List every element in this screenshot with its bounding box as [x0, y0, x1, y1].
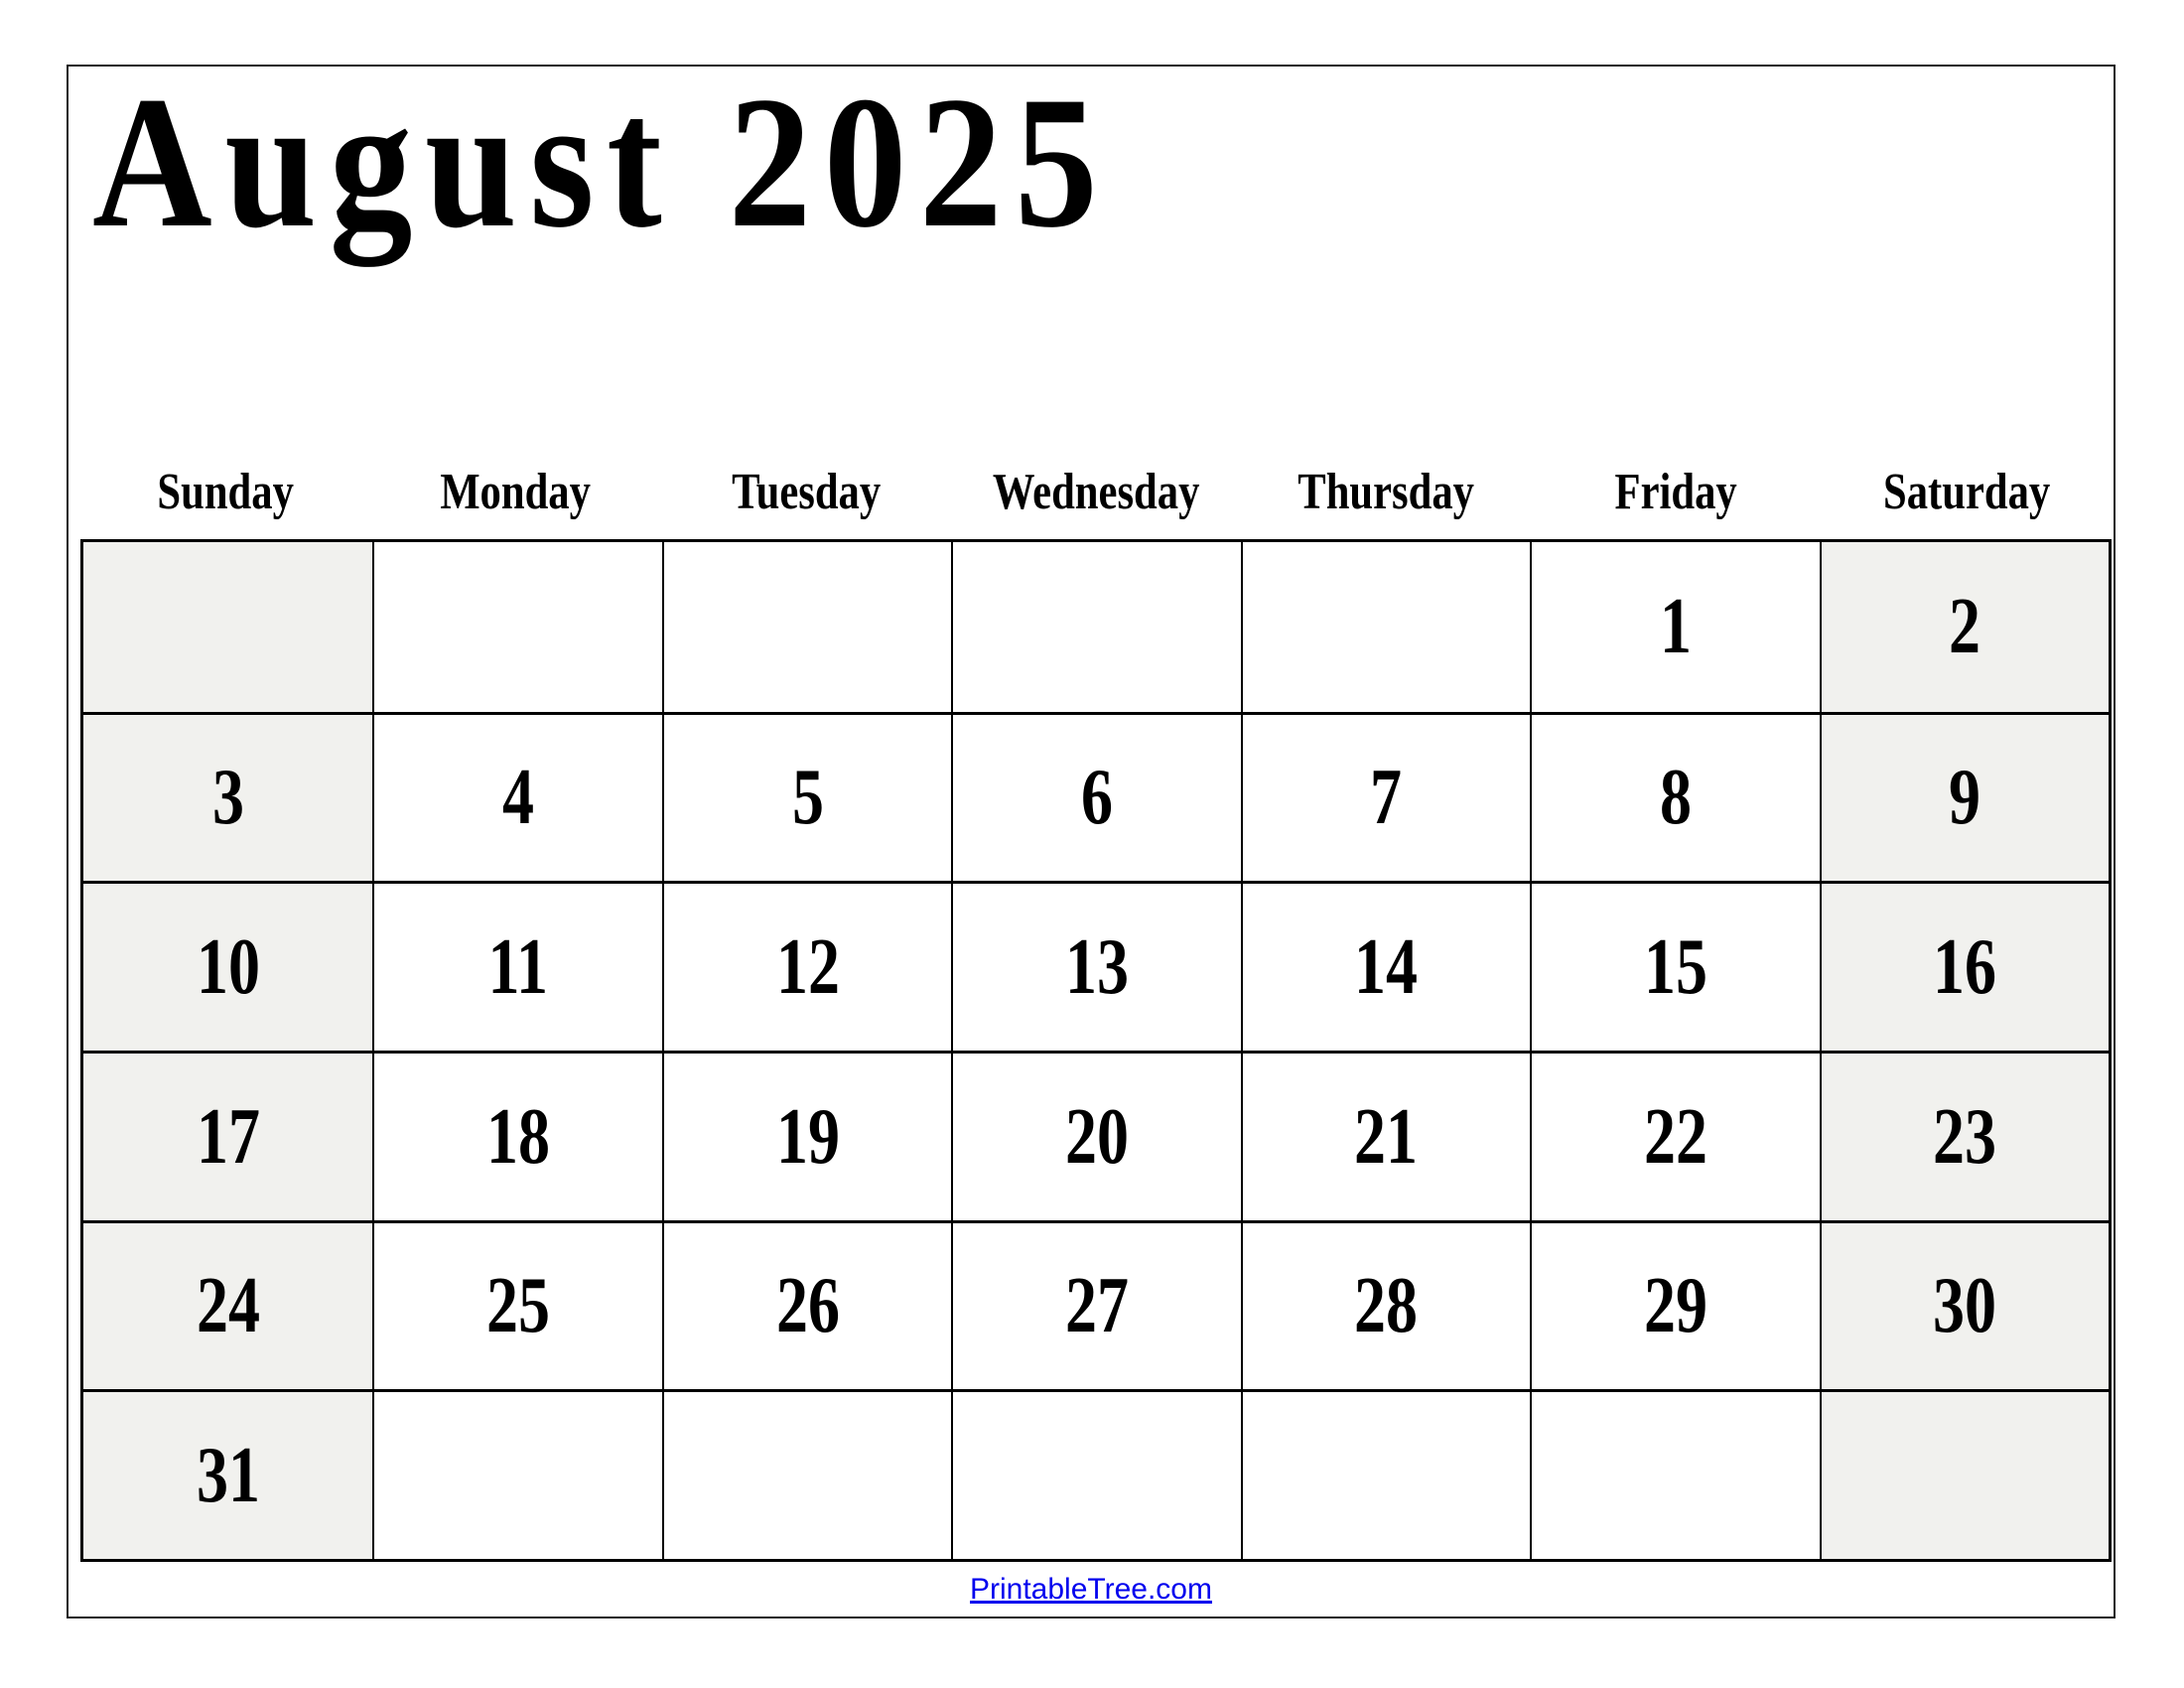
day-number: 1: [1659, 583, 1692, 671]
calendar-cell: [1530, 1220, 1819, 1390]
day-number: 12: [775, 923, 840, 1012]
page-title: August 2025: [92, 59, 1111, 267]
day-number: 31: [196, 1432, 260, 1520]
day-number: 23: [1933, 1092, 1997, 1181]
day-number: 28: [1354, 1262, 1419, 1350]
calendar-cell: [1530, 881, 1819, 1051]
calendar-cell: [1820, 712, 2109, 882]
day-number: 27: [1064, 1262, 1129, 1350]
day-number: 9: [1949, 754, 1981, 842]
weekday-header-wednesday: Wednesday: [992, 464, 1200, 520]
calendar-cell: [1241, 1220, 1530, 1390]
calendar-cell: [1530, 1389, 1819, 1559]
printabletree-link[interactable]: PrintableTree.com: [970, 1572, 1212, 1606]
calendar-cell: [1241, 712, 1530, 882]
calendar-cell: [372, 542, 661, 712]
calendar-cell: [951, 712, 1240, 882]
calendar-cell: [662, 881, 951, 1051]
day-number: 16: [1933, 923, 1997, 1012]
calendar-cell: [83, 542, 372, 712]
calendar-cell: [372, 1051, 661, 1220]
weekday-header-saturday: Saturday: [1882, 464, 2050, 520]
day-number: 24: [196, 1262, 260, 1350]
calendar-cell: [1530, 542, 1819, 712]
day-number: 25: [486, 1262, 551, 1350]
calendar-cell: [951, 1220, 1240, 1390]
calendar-cell: [1820, 1220, 2109, 1390]
day-number: 18: [486, 1092, 551, 1181]
calendar-cell: [1241, 1389, 1530, 1559]
day-number: 8: [1659, 754, 1692, 842]
weekday-header-thursday: Thursday: [1297, 464, 1475, 520]
weekday-header-monday: Monday: [440, 464, 592, 520]
day-number: 13: [1064, 923, 1129, 1012]
day-number: 7: [1370, 754, 1403, 842]
day-number: 4: [502, 754, 535, 842]
calendar-cell: [662, 1051, 951, 1220]
calendar-cell: [372, 712, 661, 882]
calendar-cell: [1241, 542, 1530, 712]
calendar-cell: [662, 1220, 951, 1390]
calendar-cell: [1530, 712, 1819, 882]
day-number: 14: [1354, 923, 1419, 1012]
calendar-cell: [83, 1389, 372, 1559]
weekday-header-sunday: Sunday: [157, 464, 294, 520]
day-number: 26: [775, 1262, 840, 1350]
weekday-header-row: [80, 464, 2112, 520]
day-number: 10: [196, 923, 260, 1012]
calendar-cell: [1241, 881, 1530, 1051]
calendar-cell: [951, 1051, 1240, 1220]
day-number: 30: [1933, 1262, 1997, 1350]
calendar-cell: [372, 1220, 661, 1390]
day-number: 3: [211, 754, 244, 842]
calendar-cell: [1241, 1051, 1530, 1220]
day-number: 2: [1949, 583, 1981, 671]
calendar-cell: [951, 542, 1240, 712]
calendar-cell: [1530, 1051, 1819, 1220]
calendar-cell: [83, 881, 372, 1051]
day-number: 15: [1643, 923, 1707, 1012]
calendar-cell: [83, 1220, 372, 1390]
calendar-cell: [1820, 881, 2109, 1051]
day-number: 29: [1643, 1262, 1707, 1350]
calendar-cell: [372, 1389, 661, 1559]
calendar-cell: [372, 881, 661, 1051]
day-number: 11: [487, 923, 549, 1012]
calendar-cell: [951, 881, 1240, 1051]
calendar-cell: [662, 542, 951, 712]
calendar-cell: [662, 712, 951, 882]
day-number: 22: [1643, 1092, 1707, 1181]
calendar-cell: [662, 1389, 951, 1559]
calendar-cell: [1820, 1389, 2109, 1559]
calendar-cell: [1820, 1051, 2109, 1220]
footer: [68, 1562, 2114, 1617]
weekday-header-friday: Friday: [1614, 464, 1738, 520]
calendar-page: [67, 59, 2116, 1618]
day-number: 17: [196, 1092, 260, 1181]
day-number: 5: [791, 754, 824, 842]
calendar-cell: [83, 712, 372, 882]
day-number: 21: [1354, 1092, 1419, 1181]
day-number: 20: [1064, 1092, 1129, 1181]
day-number: 19: [775, 1092, 840, 1181]
calendar-cell: [1820, 542, 2109, 712]
day-number: 6: [1080, 754, 1113, 842]
calendar-grid: [80, 539, 2112, 1562]
calendar-cell: [951, 1389, 1240, 1559]
weekday-header-tuesday: Tuesday: [731, 464, 881, 520]
calendar-cell: [83, 1051, 372, 1220]
